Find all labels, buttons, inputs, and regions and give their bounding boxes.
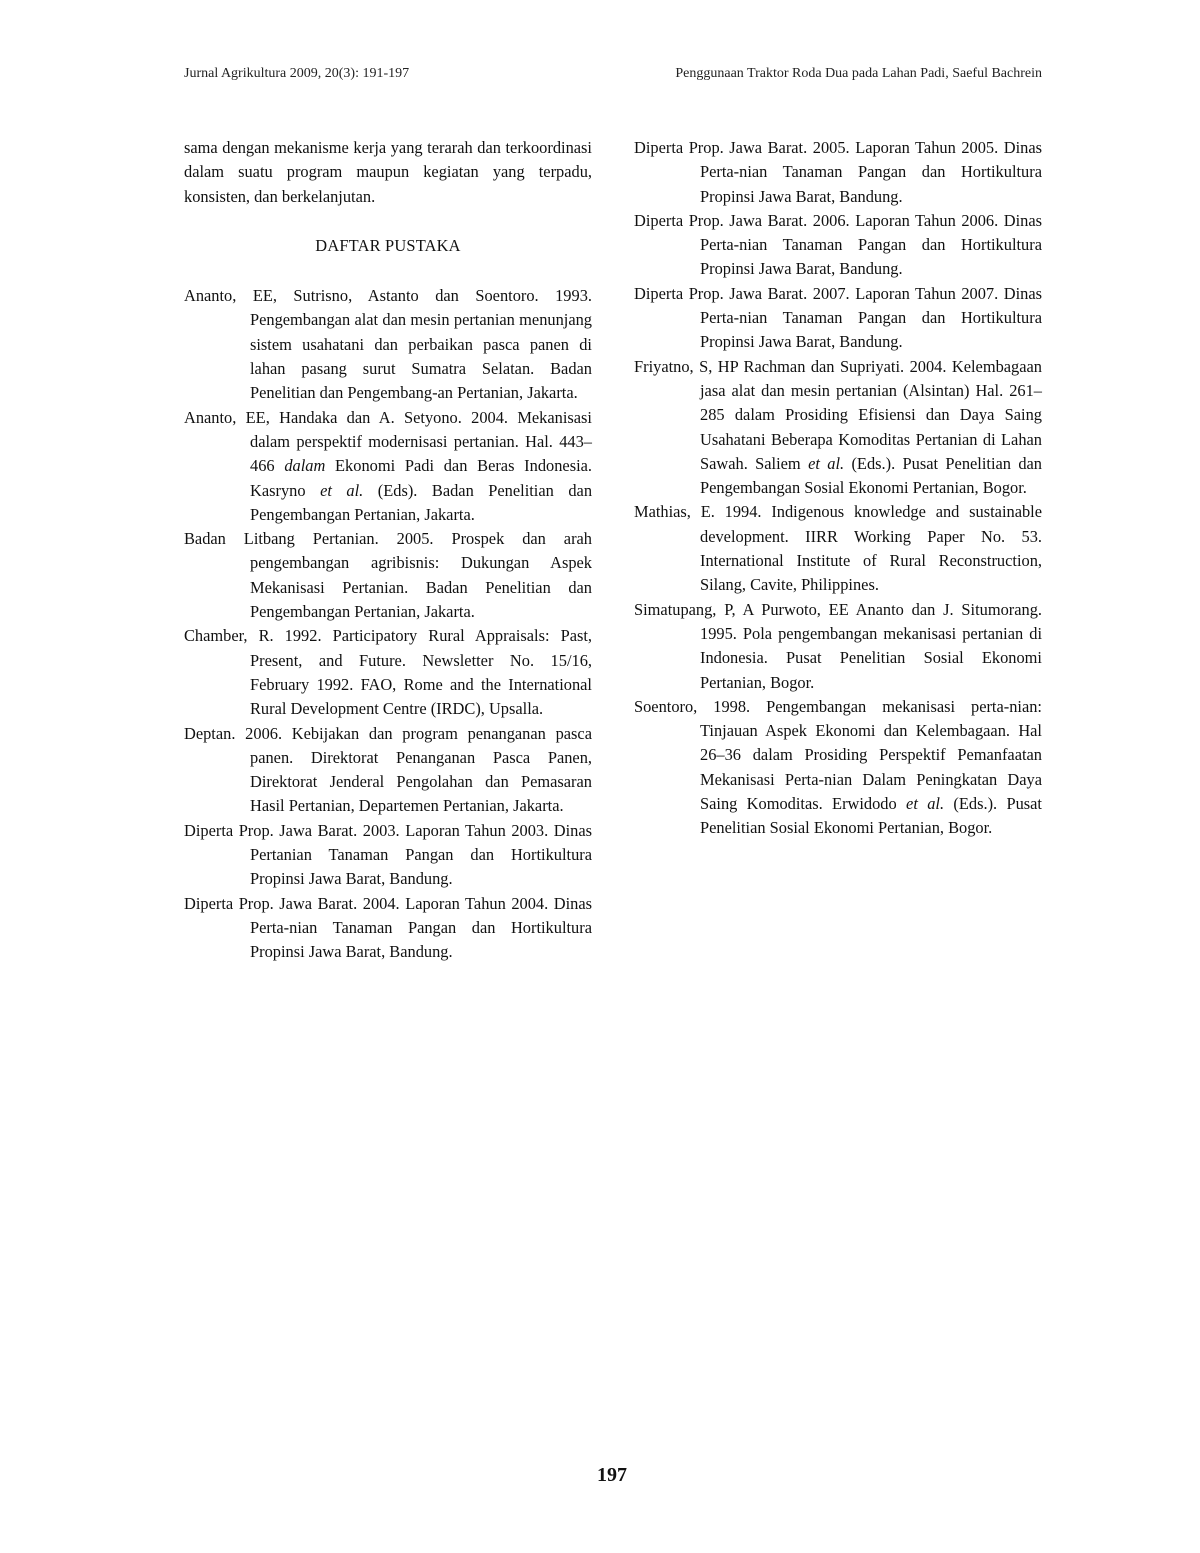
reference-entry: Ananto, EE, Sutrisno, Astanto dan Soentoro. 1993. Pengembangan alat dan mesin pertanian menunjang sistem usahatani dan perbaikan pasca panen di lahan pasang surut Sumatra Selatan. Badan Penelitian dan Pengembang-an Pertanian, Jakarta. — [184, 286, 592, 403]
right-column — [634, 136, 1042, 841]
intro-paragraph: sama dengan mekanisme kerja yang terarah dan terkoordinasi dalam suatu program maupun kegiatan yang terpadu, konsisten, dan berkelanjutan. — [184, 138, 592, 206]
reference-entry: Diperta Prop. Jawa Barat. 2004. Laporan Tahun 2004. Dinas Perta-nian Tanaman Pangan dan Hortikultura Propinsi Jawa Barat, Bandung. — [184, 893, 592, 962]
reference-entry: Diperta Prop. Jawa Barat. 2003. Laporan Tahun 2003. Dinas Pertanian Tanaman Pangan dan Hortikultura Propinsi Jawa Barat, Bandung. — [184, 820, 592, 889]
reference-entry: Badan Litbang Pertanian. 2005. Prospek dan arah pengembangan agribisnis: Dukungan Aspek Mekanisasi Pertanian. Badan Penelitian dan Pengembangan Pertanian, Jakarta. — [184, 529, 592, 622]
reference-entry: Deptan. 2006. Kebijakan dan program penanganan pasca panen. Direktorat Penanganan Pasca Panen, Direktorat Jenderal Pengolahan dan Pemasaran Hasil Pertanian, Departemen Pertanian, Jakarta. — [184, 723, 592, 816]
reference-entry: Mathias, E. 1994. Indigenous knowledge and sustainable development. IIRR Working Paper No. 53. International Institute of Rural Reconstruction, Silang, Cavite, Philippines. — [634, 502, 1042, 595]
reference-entry: Ananto, EE, Handaka dan A. Setyono. 2004. Mekanisasi dalam perspektif modernisasi pertanian. Hal. 443–466 dalam Ekonomi Padi dan Beras Indonesia. Kasryno et al. (Eds). Badan Penelitian dan Pengembangan Pertanian, Jakarta. — [184, 407, 593, 524]
reference-entry: Diperta Prop. Jawa Barat. 2006. Laporan Tahun 2006. Dinas Perta-nian Tanaman Pangan dan Hortikultura Propinsi Jawa Barat, Bandung. — [634, 210, 1042, 279]
page-number: 197 — [597, 1464, 627, 1486]
reference-entry: Chamber, R. 1992. Participatory Rural Appraisals: Past, Present, and Future. Newsletter No. 15/16, February 1992. FAO, Rome and the International Rural Development Centre (IRDC), Upsalla. — [184, 626, 592, 719]
left-column — [184, 136, 592, 965]
section-heading: DAFTAR PUSTAKA — [315, 235, 461, 255]
reference-entry: Simatupang, P, A Purwoto, EE Ananto dan J. Situmorang. 1995. Pola pengembangan mekanisasi pertanian di Indonesia. Pusat Penelitian Sosial Ekonomi Pertanian, Bogor. — [634, 599, 1042, 692]
reference-entry: Friyatno, S, HP Rachman dan Supriyati. 2004. Kelembagaan jasa alat dan mesin pertanian (Alsintan) Hal. 261–285 dalam Prosiding Efisiensi dan Daya Saing Usahatani Beberapa Komoditas Pertanian di Lahan Sawah. Saliem et al. (Eds.). Pusat Penelitian dan Pengembangan Sosial Ekonomi Pertanian, Bogor. — [634, 356, 1042, 498]
running-header-journal: Jurnal Agrikultura 2009, 20(3): 191-197 — [184, 66, 410, 81]
reference-entry: Diperta Prop. Jawa Barat. 2007. Laporan Tahun 2007. Dinas Perta-nian Tanaman Pangan dan Hortikultura Propinsi Jawa Barat, Bandung. — [634, 283, 1042, 352]
reference-entry: Soentoro, 1998. Pengembangan mekanisasi perta-nian: Tinjauan Aspek Ekonomi dan Kelembagaan. Hal 26–36 dalam Prosiding Perspektif Pemanfaatan Mekanisasi Perta-nian Dalam Peningkatan Daya Saing Komoditas. Erwidodo et al. (Eds.). Pusat Penelitian Sosial Ekonomi Pertanian, Bogor. — [634, 696, 1042, 838]
running-header-title-author: Penggunaan Traktor Roda Dua pada Lahan Padi, Saeful Bachrein — [675, 66, 1042, 81]
reference-entry: Diperta Prop. Jawa Barat. 2005. Laporan Tahun 2005. Dinas Perta-nian Tanaman Pangan dan Hortikultura Propinsi Jawa Barat, Bandung. — [634, 138, 1042, 206]
